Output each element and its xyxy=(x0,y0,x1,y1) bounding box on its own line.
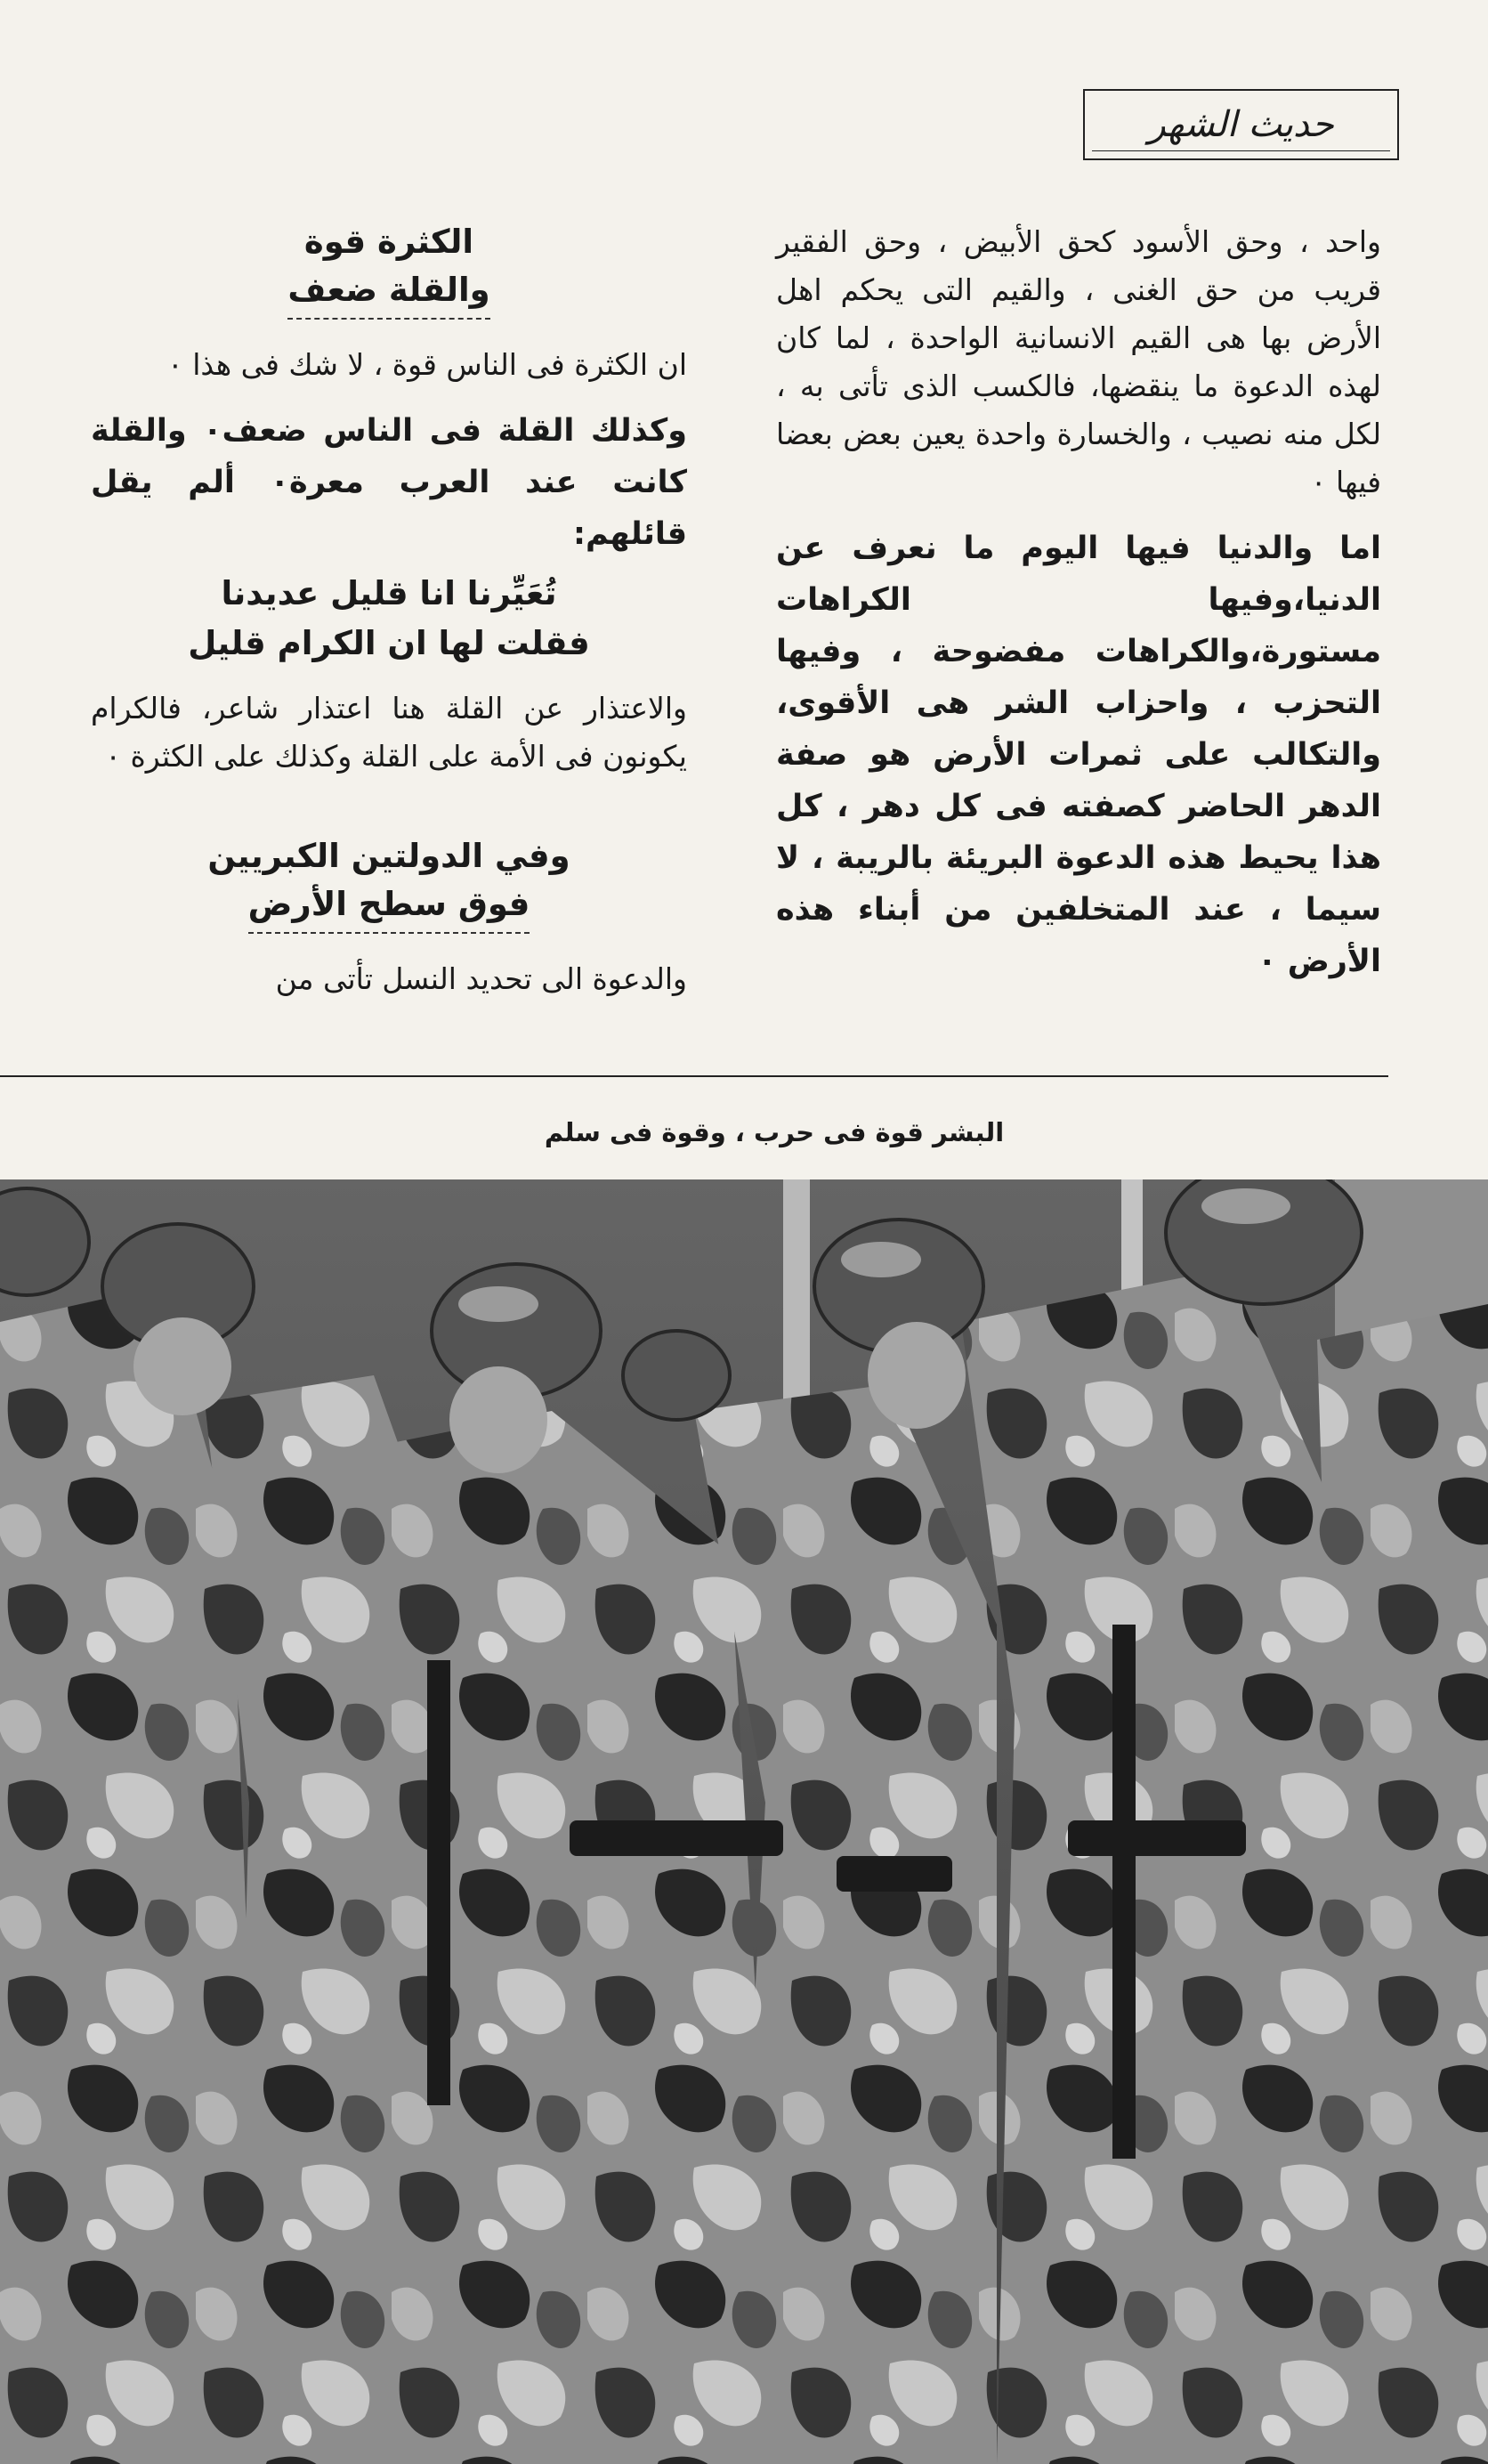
section-label-text: حديث الشهر xyxy=(1148,104,1334,145)
subheading-1 xyxy=(91,218,687,320)
left-paragraph-1: ان الكثرة فى الناس قوة ، لا شك فى هذا ٠ xyxy=(167,347,687,382)
subheading-2-line-1: وفي الدولتين الكبريين xyxy=(207,837,570,875)
soldiers-photo-image xyxy=(0,1179,1488,2464)
right-column xyxy=(776,218,1381,996)
left-paragraph-4: والدعوة الى تحديد النسل تأتى من xyxy=(275,961,687,996)
subheading-2 xyxy=(91,832,687,934)
subheading-1-line-1: الكثرة قوة xyxy=(303,223,474,261)
subheading-2-line-2: فوق سطح الأرض xyxy=(248,880,530,934)
poem-line-2: فقلت لها ان الكرام قليل xyxy=(188,624,590,662)
right-bold-paragraph: اما والدنيا فيها اليوم ما نعرف عن الدنيا،وفيها الكراهات مستورة،والكراهات مفضوحة ، وفيها التحزب ، واحزاب الشر هى الأقوى، والتكالب على ثمرات الأرض هو صفة الدهر الحاضر كصفته فى كل دهر ، كل هذا يحيط هذه الدعوة البريئة بالريبة ، لا سيما ، عند المتخلفين من أبناء هذه الأرض ٠ xyxy=(776,531,1381,979)
horizontal-rule xyxy=(0,1075,1388,1077)
photo-caption: البشر قوة فى حرب ، وقوة فى سلم xyxy=(544,1117,1005,1147)
section-label xyxy=(1083,89,1399,160)
subheading-1-line-2: والقلة ضعف xyxy=(287,266,489,320)
soldiers-photo xyxy=(0,1179,1488,2464)
poem-verse xyxy=(91,569,687,669)
left-paragraph-3: والاعتذار عن القلة هنا اعتذار شاعر، فالكرام يكونون فى الأمة على القلة وكذلك على الكثرة ٠ xyxy=(91,691,687,774)
poem-line-1: تُعَيِّرنا انا قليل عديدنا xyxy=(221,574,557,612)
left-bold-paragraph: وكذلك القلة فى الناس ضعف٠ والقلة كانت عند العرب معرة٠ ألم يقل قائلهم: xyxy=(91,413,687,552)
right-paragraph-1: واحد ، وحق الأسود كحق الأبيض ، وحق الفقير قريب من حق الغنى ، والقيم التى يحكم اهل الأرض بها هى القيم الانسانية الواحدة ، لما كان لهذه الدعوة ما ينقضها، فالكسب الذى تأتى به ، لكل منه نصيب ، والخسارة واحدة يعين بعض بعضا فيها ٠ xyxy=(776,224,1381,499)
left-column xyxy=(91,218,687,1019)
